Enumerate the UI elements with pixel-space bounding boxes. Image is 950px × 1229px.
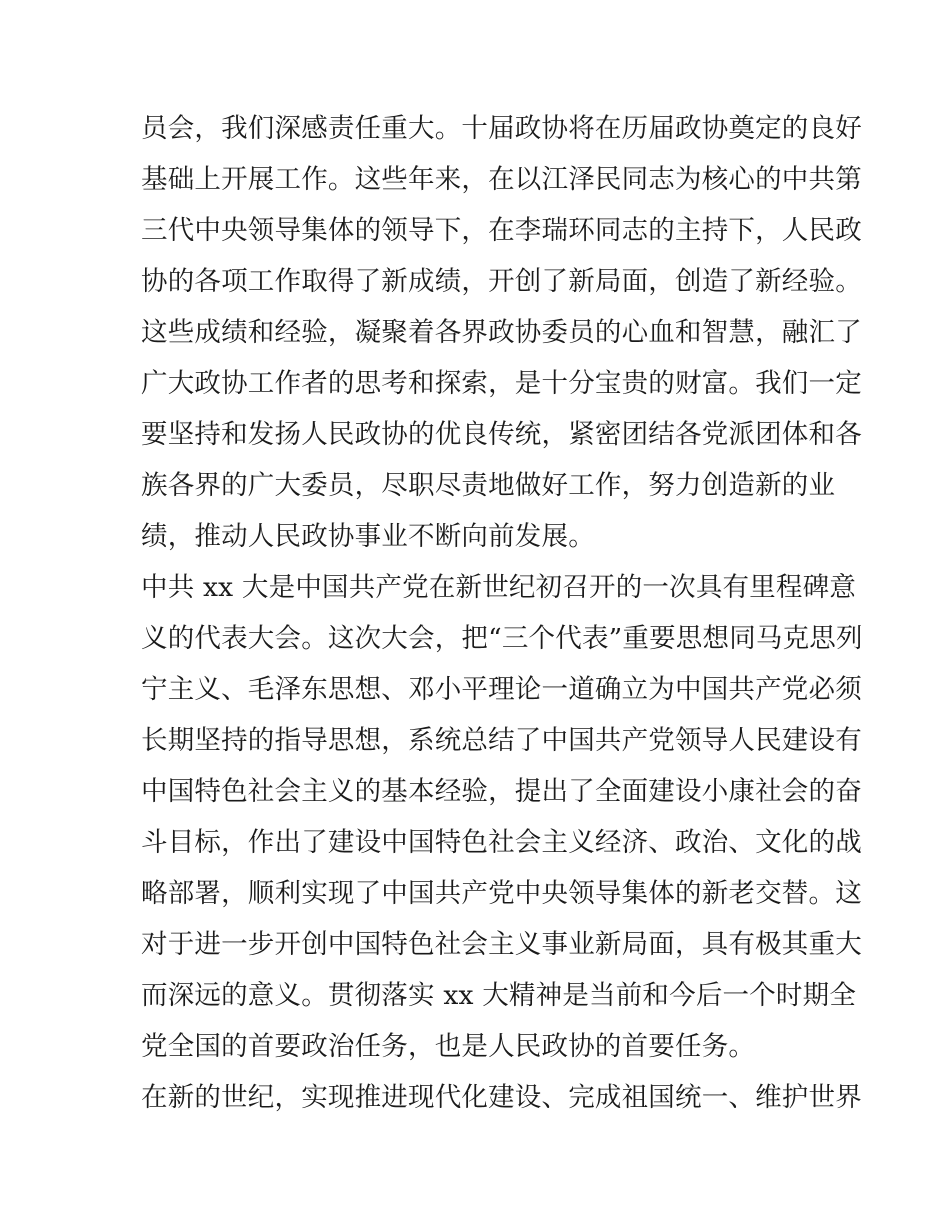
- text-line: 长期坚持的指导思想，系统总结了中国共产党领导人民建设有: [141, 725, 862, 756]
- text-line: 宁主义、毛泽东思想、邓小平理论一道确立为中国共产党必须: [141, 674, 862, 705]
- text-line: 基础上开展工作。这些年来，在以江泽民同志为核心的中共第: [141, 164, 862, 195]
- text-line: 员会，我们深感责任重大。十届政协将在历届政协奠定的良好: [141, 113, 862, 144]
- text-line: 义的代表大会。这次大会，把“三个代表”重要思想同马克思列: [141, 623, 863, 654]
- text-line: 这些成绩和经验，凝聚着各界政协委员的心血和智慧，融汇了: [141, 317, 862, 348]
- text-line: 绩，推动人民政协事业不断向前发展。: [141, 521, 595, 552]
- text-line: 要坚持和发扬人民政协的优良传统，紧密团结各党派团体和各: [141, 419, 862, 450]
- text-line: 族各界的广大委员，尽职尽责地做好工作，努力创造新的业: [141, 470, 836, 501]
- text-line: 中共 xx 大是中国共产党在新世纪初召开的一次具有里程碑意: [141, 572, 857, 603]
- text-line: 中国特色社会主义的基本经验，提出了全面建设小康社会的奋: [141, 776, 862, 807]
- text-line: 在新的世纪，实现推进现代化建设、完成祖国统一、维护世界: [141, 1082, 862, 1113]
- text-line: 而深远的意义。贯彻落实 xx 大精神是当前和今后一个时期全: [141, 980, 857, 1011]
- text-line: 三代中央领导集体的领导下，在李瑞环同志的主持下，人民政: [141, 215, 862, 246]
- text-line: 党全国的首要政治任务，也是人民政协的首要任务。: [141, 1031, 756, 1062]
- text-line: 协的各项工作取得了新成绩，开创了新局面，创造了新经验。: [141, 266, 862, 297]
- text-line: 对于进一步开创中国特色社会主义事业新局面，具有极其重大: [141, 929, 862, 960]
- text-line: 广大政协工作者的思考和探索，是十分宝贵的财富。我们一定: [141, 368, 862, 399]
- text-line: 斗目标，作出了建设中国特色社会主义经济、政治、文化的战: [141, 827, 862, 858]
- text-line: 略部署，顺利实现了中国共产党中央领导集体的新老交替。这: [141, 878, 862, 909]
